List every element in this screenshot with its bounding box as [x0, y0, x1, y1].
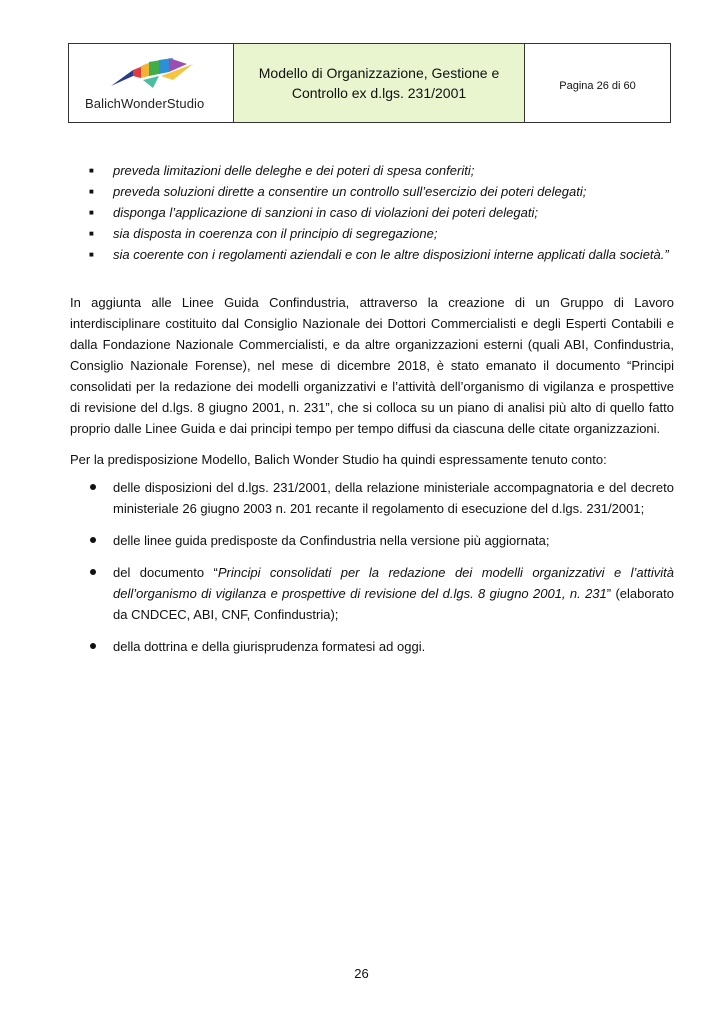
logo-text: BalichWonderStudio: [85, 96, 205, 111]
page-indicator: Pagina 26 di 60: [559, 80, 636, 92]
list-item: ■ preveda soluzioni dirette a consentire un controllo sull’esercizio dei poteri delegati;: [70, 181, 674, 202]
bullet-dot-icon: [90, 537, 96, 543]
bullet-list: [70, 477, 674, 657]
logo-cell: [69, 44, 234, 122]
list-item: ■ sia coerente con i regolamenti aziendali e con le altre disposizioni interne applicati dalla società.”: [70, 244, 674, 265]
bullet-dot-icon: [90, 484, 96, 490]
paragraph: Per la predisposizione Modello, Balich Wonder Studio ha quindi espressamente tenuto conto:: [70, 452, 607, 467]
list-item: delle disposizioni del d.lgs. 231/2001, della relazione ministeriale accompagnatoria e del decreto ministeriale 26 giugno 2003 n. 201 recante il regolamento di esecuzione del d.lgs. 231/2001;: [70, 477, 674, 519]
document-body: [70, 160, 674, 668]
paragraph: In aggiunta alle Linee Guida Confindustria, attraverso la creazione di un Gruppo di Lavoro interdisciplinare costituito dal Consiglio Nazionale dei Dottori Commercialisti e degli Esperti Contabili e dalla Fondazione Nazionale Commercialisti, e da altre organizzazioni esterni (quali ABI, Confindustria, Consiglio Nazionale Forense), nel mese di dicembre 2018, è stato emanato il documento “Principi consolidati per la redazione dei modelli organizzativi e l’attività dell’organismo di vigilanza e prospettive di revisione del d.lgs. 8 giugno 2001, n. 231”, che si colloca su un piano di analisi più alto di quello fatto proprio dalle Linee Guida e dai principi tempo per tempo diffusi da ciascuna delle citate organizzazioni.: [70, 295, 674, 436]
square-bullet-icon: ■: [89, 166, 94, 175]
list-item: ■ preveda limitazioni delle deleghe e dei poteri di spesa conferiti;: [70, 160, 674, 181]
square-bullet-list: [70, 160, 674, 265]
square-bullet-icon: ■: [89, 187, 94, 196]
bullet-dot-icon: [90, 569, 96, 575]
square-bullet-icon: ■: [89, 229, 94, 238]
document-title: Modello di Organizzazione, Gestione e Controllo ex d.lgs. 231/2001: [234, 44, 525, 122]
list-item: ■ sia disposta in coerenza con il principio di segregazione;: [70, 223, 674, 244]
square-bullet-icon: ■: [89, 250, 94, 259]
bullet-dot-icon: [90, 643, 96, 649]
document-header: [68, 43, 671, 123]
list-item: delle linee guida predisposte da Confindustria nella versione più aggiornata;: [70, 530, 674, 551]
list-item: della dottrina e della giurisprudenza formatesi ad oggi.: [70, 636, 674, 657]
square-bullet-icon: ■: [89, 208, 94, 217]
page-number: 26: [354, 966, 369, 981]
list-item: del documento “Principi consolidati per la redazione dei modelli organizzativi e l’attività dell’organismo di vigilanza e prospettive di revisione del d.lgs. 8 giugno 2001, n. 231” (elaborato da CNDCEC, ABI, CNF, Confindustria);: [70, 562, 674, 625]
list-item: ■ disponga l’applicazione di sanzioni in caso di violazioni dei poteri delegati;: [70, 202, 674, 223]
company-logo-icon: [103, 56, 203, 96]
